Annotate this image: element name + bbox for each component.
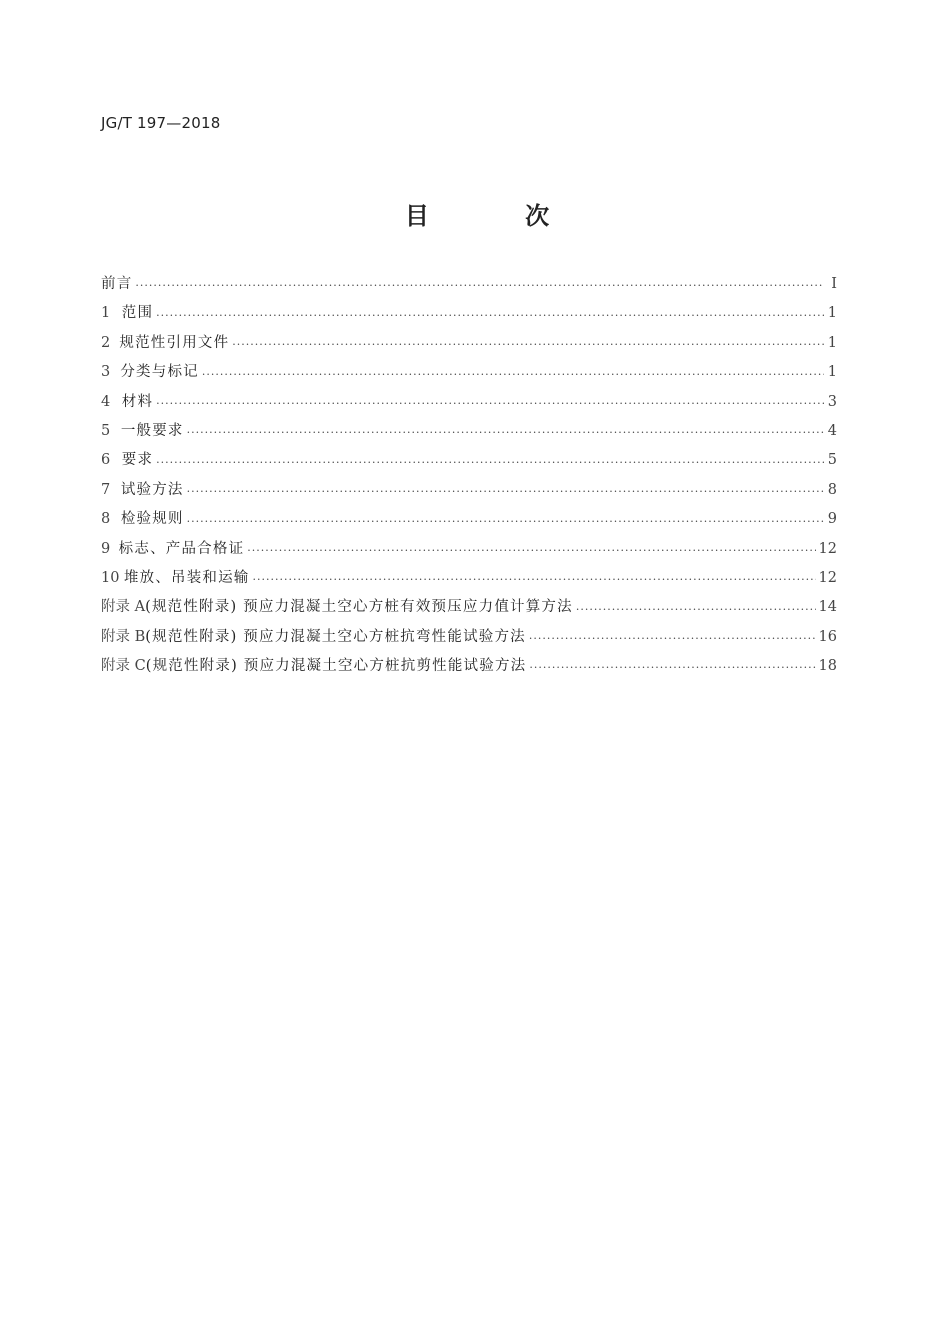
toc-entry-number: 7 — [101, 481, 111, 498]
toc-entry-number: 9 — [101, 540, 111, 557]
toc-entry-label: (规范性附录) 预应力混凝土空心方桩有效预压应力值计算方法 — [145, 599, 573, 616]
toc-entry-page: 16 — [818, 628, 837, 645]
toc-leader-dots — [529, 625, 816, 652]
toc-entry-page: 5 — [827, 452, 837, 469]
toc-entry-label: 规范性引用文件 — [119, 334, 230, 351]
toc-entry-label: 试验方法 — [120, 481, 184, 498]
toc-leader-dots — [253, 566, 816, 593]
toc-entry-label: 材料 — [121, 393, 154, 410]
toc-entry-4[interactable] — [101, 388, 837, 417]
toc-entry-label: 标志、产品合格证 — [118, 540, 245, 557]
toc-leader-dots — [202, 361, 824, 388]
toc-entry-number: 3 — [101, 364, 111, 381]
toc-entry-label: 检验规则 — [120, 511, 184, 528]
toc-leader-dots — [576, 596, 816, 623]
toc-leader-dots — [247, 537, 815, 564]
toc-entry-label: (规范性附录) 预应力混凝土空心方桩抗剪性能试验方法 — [145, 658, 527, 675]
toc-entry-label: 前言 — [101, 275, 133, 292]
toc-entry-number: 附录 B — [101, 628, 146, 645]
toc-entry-page: 1 — [827, 364, 837, 381]
toc-entry-number: 附录 A — [101, 599, 146, 616]
toc-entry-8[interactable] — [101, 505, 837, 534]
toc-entry-label: 范围 — [121, 305, 154, 322]
toc-entry-page: 14 — [818, 599, 837, 616]
toc-entry-2[interactable] — [101, 329, 837, 358]
toc-entry-number: 附录 C — [101, 658, 146, 675]
toc-entry-appendix-c[interactable] — [101, 652, 837, 681]
toc-entry-9[interactable] — [101, 535, 837, 564]
toc-entry-page: 4 — [827, 422, 837, 439]
toc-entry-number: 8 — [101, 511, 111, 528]
toc-entry-page: 12 — [818, 540, 837, 557]
toc-leader-dots — [232, 331, 824, 358]
document-code: JG/T 197—2018 — [101, 114, 221, 132]
toc-entry-preface[interactable] — [101, 270, 837, 299]
toc-entry-6[interactable] — [101, 446, 837, 475]
toc-leader-dots — [156, 449, 824, 476]
toc-entry-page: 12 — [818, 569, 837, 586]
toc-entry-appendix-a[interactable] — [101, 593, 837, 622]
page-title: 目 次 — [404, 202, 594, 230]
toc-entry-label: 堆放、吊装和运输 — [123, 569, 250, 586]
toc-leader-dots — [187, 508, 824, 535]
toc-entry-number: 4 — [101, 393, 111, 410]
toc-entry-1[interactable] — [101, 299, 837, 328]
toc-entry-page: 1 — [827, 305, 837, 322]
toc-entry-page: 8 — [827, 481, 837, 498]
toc-entry-number: 2 — [101, 334, 111, 351]
table-of-contents — [101, 270, 837, 681]
toc-entry-3[interactable] — [101, 358, 837, 387]
toc-entry-page: 18 — [818, 658, 837, 675]
toc-entry-appendix-b[interactable] — [101, 623, 837, 652]
toc-leader-dots — [156, 302, 824, 329]
toc-leader-dots — [156, 390, 824, 417]
toc-entry-5[interactable] — [101, 417, 837, 446]
toc-leader-dots — [135, 272, 824, 299]
toc-entry-page: 1 — [827, 334, 837, 351]
toc-leader-dots — [187, 478, 824, 505]
toc-entry-label: 一般要求 — [120, 422, 184, 439]
toc-entry-number: 1 — [101, 305, 111, 322]
toc-entry-page: 9 — [827, 511, 837, 528]
toc-entry-number: 5 — [101, 422, 111, 439]
toc-entry-label: 分类与标记 — [120, 364, 199, 381]
toc-entry-label: 要求 — [121, 452, 154, 469]
toc-entry-label: (规范性附录) 预应力混凝土空心方桩抗弯性能试验方法 — [145, 628, 526, 645]
toc-entry-10[interactable] — [101, 564, 837, 593]
toc-entry-page: I — [831, 275, 837, 292]
toc-leader-dots — [529, 654, 815, 681]
toc-leader-dots — [187, 419, 824, 446]
toc-entry-7[interactable] — [101, 476, 837, 505]
toc-entry-page: 3 — [827, 393, 837, 410]
toc-entry-number: 6 — [101, 452, 111, 469]
toc-entry-number: 10 — [101, 569, 120, 586]
